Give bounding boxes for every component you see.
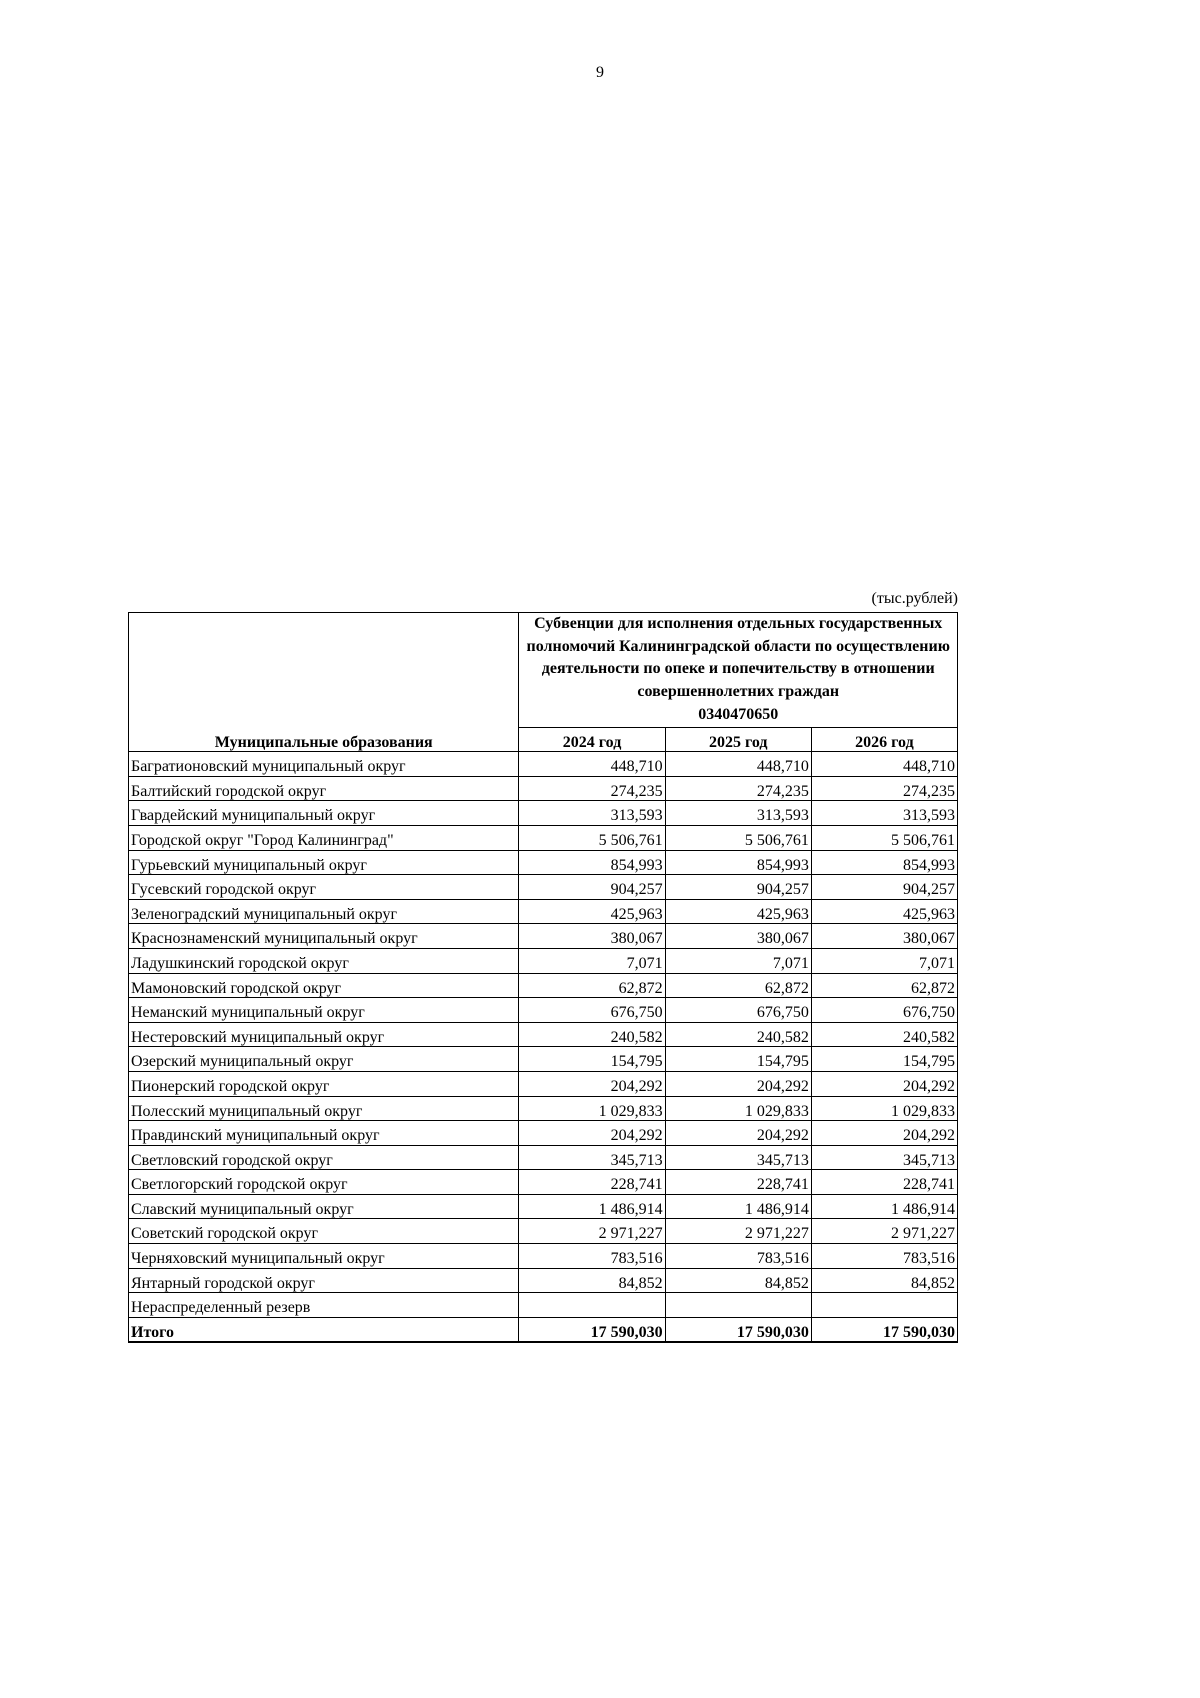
value-2026: 5 506,761 [811,825,957,850]
table-row [129,973,958,998]
value-2024: 2 971,227 [519,1219,665,1244]
value-2024 [519,1293,665,1318]
header-year-2025: 2025 год [665,727,811,752]
value-2024: 380,067 [519,924,665,949]
page-number: 9 [596,64,604,81]
table-row [129,899,958,924]
table-row [129,948,958,973]
table-row [129,1121,958,1146]
value-2024: 904,257 [519,875,665,900]
table-row [129,1071,958,1096]
value-2025: 1 029,833 [665,1096,811,1121]
value-2024: 84,852 [519,1268,665,1293]
municipality-name: Гвардейский муниципальный округ [129,801,519,826]
value-2025: 345,713 [665,1145,811,1170]
value-2026: 1 486,914 [811,1194,957,1219]
municipality-name: Пионерский городской округ [129,1071,519,1096]
municipality-name: Озерский муниципальный округ [129,1047,519,1072]
table-row [129,801,958,826]
table-row [129,1268,958,1293]
table-body [129,752,958,1343]
table-row [129,924,958,949]
municipality-name: Неманский муниципальный округ [129,998,519,1023]
value-2025: 904,257 [665,875,811,900]
value-2024: 5 506,761 [519,825,665,850]
table-row [129,752,958,777]
value-2024: 783,516 [519,1244,665,1269]
value-2025: 5 506,761 [665,825,811,850]
value-2026: 204,292 [811,1071,957,1096]
value-2026: 84,852 [811,1268,957,1293]
total-label: Итого [129,1317,519,1342]
value-2024: 62,872 [519,973,665,998]
municipality-name: Славский муниципальный округ [129,1194,519,1219]
value-2025: 274,235 [665,776,811,801]
value-2024: 204,292 [519,1071,665,1096]
municipality-name: Черняховский муниципальный округ [129,1244,519,1269]
value-2026: 783,516 [811,1244,957,1269]
value-2026: 7,071 [811,948,957,973]
header-municipalities: Муниципальные образования [129,613,519,752]
value-2024: 425,963 [519,899,665,924]
table-row [129,1047,958,1072]
value-2026: 380,067 [811,924,957,949]
value-2025: 854,993 [665,850,811,875]
table-row [129,1244,958,1269]
table-row [129,1194,958,1219]
total-value-2024: 17 590,030 [519,1317,665,1342]
value-2026: 240,582 [811,1022,957,1047]
value-2024: 7,071 [519,948,665,973]
municipality-name: Балтийский городской округ [129,776,519,801]
total-value-2025: 17 590,030 [665,1317,811,1342]
value-2026: 425,963 [811,899,957,924]
value-2025: 84,852 [665,1268,811,1293]
value-2024: 345,713 [519,1145,665,1170]
municipality-name: Нераспределенный резерв [129,1293,519,1318]
value-2026: 448,710 [811,752,957,777]
total-row [129,1317,958,1342]
table-row [129,1022,958,1047]
value-2026: 2 971,227 [811,1219,957,1244]
value-2024: 240,582 [519,1022,665,1047]
table-row [129,850,958,875]
value-2025: 448,710 [665,752,811,777]
table-row [129,1170,958,1195]
table-row [129,1293,958,1318]
municipality-name: Багратионовский муниципальный округ [129,752,519,777]
subvention-table [128,612,958,1343]
subvention-code: 0340470650 [698,705,779,723]
value-2024: 854,993 [519,850,665,875]
units-label: (тыс.рублей) [871,590,958,607]
municipality-name: Светловский городской округ [129,1145,519,1170]
municipality-name: Янтарный городской округ [129,1268,519,1293]
value-2025: 62,872 [665,973,811,998]
value-2025 [665,1293,811,1318]
value-2025: 240,582 [665,1022,811,1047]
value-2025: 676,750 [665,998,811,1023]
total-value-2026: 17 590,030 [811,1317,957,1342]
table-row [129,1219,958,1244]
value-2025: 313,593 [665,801,811,826]
value-2026: 1 029,833 [811,1096,957,1121]
value-2024: 204,292 [519,1121,665,1146]
municipality-name: Полесский муниципальный округ [129,1096,519,1121]
value-2024: 154,795 [519,1047,665,1072]
value-2025: 783,516 [665,1244,811,1269]
value-2024: 448,710 [519,752,665,777]
header-year-2026: 2026 год [811,727,957,752]
header-year-2024: 2024 год [519,727,665,752]
value-2026: 313,593 [811,801,957,826]
value-2026: 676,750 [811,998,957,1023]
value-2026: 228,741 [811,1170,957,1195]
table-row [129,1145,958,1170]
municipality-name: Гусевский городской округ [129,875,519,900]
value-2026: 154,795 [811,1047,957,1072]
value-2024: 313,593 [519,801,665,826]
table-row [129,1096,958,1121]
municipality-name: Городской округ "Город Калининград" [129,825,519,850]
value-2024: 676,750 [519,998,665,1023]
municipality-name: Гурьевский муниципальный округ [129,850,519,875]
value-2024: 274,235 [519,776,665,801]
municipality-name: Зеленоградский муниципальный округ [129,899,519,924]
subvention-title: Субвенции для исполнения отдельных государственных полномочий Калининградской области по осуществлению деятельности по опеке и попечительству в отношении совершеннолетних граждан [526,615,950,701]
value-2025: 154,795 [665,1047,811,1072]
municipality-name: Правдинский муниципальный округ [129,1121,519,1146]
value-2025: 2 971,227 [665,1219,811,1244]
municipality-name: Светлогорский городской округ [129,1170,519,1195]
value-2026 [811,1293,957,1318]
table-row [129,776,958,801]
value-2026: 62,872 [811,973,957,998]
table-row [129,998,958,1023]
header-subvention [519,613,958,728]
value-2025: 1 486,914 [665,1194,811,1219]
table-row [129,825,958,850]
value-2026: 904,257 [811,875,957,900]
municipality-name: Краснознаменский муниципальный округ [129,924,519,949]
value-2025: 425,963 [665,899,811,924]
value-2026: 274,235 [811,776,957,801]
value-2025: 204,292 [665,1071,811,1096]
municipality-name: Нестеровский муниципальный округ [129,1022,519,1047]
value-2024: 1 029,833 [519,1096,665,1121]
value-2025: 380,067 [665,924,811,949]
value-2024: 228,741 [519,1170,665,1195]
value-2024: 1 486,914 [519,1194,665,1219]
value-2025: 7,071 [665,948,811,973]
value-2026: 204,292 [811,1121,957,1146]
municipality-name: Ладушкинский городской округ [129,948,519,973]
municipality-name: Советский городской округ [129,1219,519,1244]
value-2026: 854,993 [811,850,957,875]
table-row [129,875,958,900]
value-2025: 204,292 [665,1121,811,1146]
value-2026: 345,713 [811,1145,957,1170]
municipality-name: Мамоновский городской округ [129,973,519,998]
value-2025: 228,741 [665,1170,811,1195]
